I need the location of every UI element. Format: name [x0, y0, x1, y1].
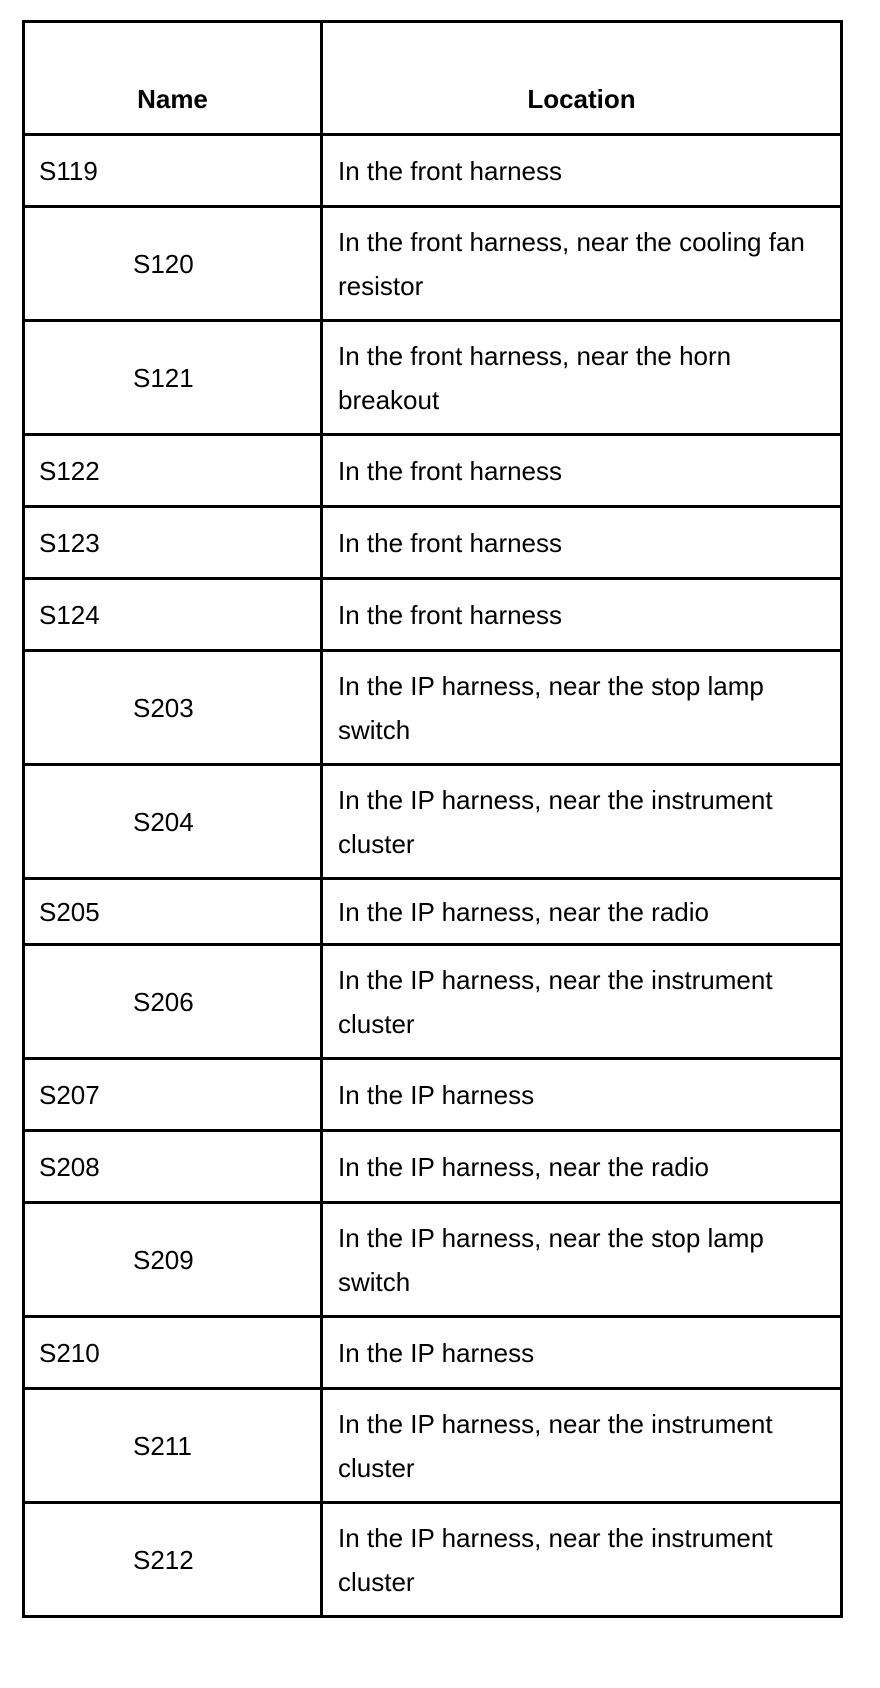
column-header-location: Location [322, 22, 842, 135]
splice-name: S203 [24, 651, 322, 765]
splice-name: S211 [24, 1389, 322, 1503]
splice-name: S212 [24, 1503, 322, 1617]
splice-name: S207 [24, 1059, 322, 1131]
splice-location: In the IP harness [322, 1059, 842, 1131]
splice-location: In the IP harness [322, 1317, 842, 1389]
splice-name: S205 [24, 879, 322, 945]
table-row [24, 1317, 842, 1389]
table-header-row [24, 22, 842, 135]
table-row [24, 435, 842, 507]
splice-name: S209 [24, 1203, 322, 1317]
splice-location-table [22, 20, 843, 1618]
table-row [24, 1203, 842, 1317]
splice-name: S204 [24, 765, 322, 879]
splice-location: In the IP harness, near the stop lamp switch [322, 651, 842, 765]
splice-location: In the IP harness, near the stop lamp switch [322, 1203, 842, 1317]
splice-location: In the IP harness, near the instrument cluster [322, 1389, 842, 1503]
table-row [24, 507, 842, 579]
splice-location: In the front harness [322, 579, 842, 651]
table-row [24, 1389, 842, 1503]
splice-location: In the IP harness, near the instrument cluster [322, 945, 842, 1059]
splice-name: S123 [24, 507, 322, 579]
splice-location: In the IP harness, near the radio [322, 879, 842, 945]
splice-location: In the front harness, near the cooling fan resistor [322, 207, 842, 321]
splice-name: S119 [24, 135, 322, 207]
splice-name: S206 [24, 945, 322, 1059]
table-row [24, 207, 842, 321]
table-row [24, 1131, 842, 1203]
table-row [24, 651, 842, 765]
table-row [24, 1059, 842, 1131]
splice-location: In the front harness [322, 135, 842, 207]
splice-name: S210 [24, 1317, 322, 1389]
splice-name: S120 [24, 207, 322, 321]
splice-location: In the front harness [322, 507, 842, 579]
splice-location: In the IP harness, near the instrument cluster [322, 1503, 842, 1617]
table-row [24, 765, 842, 879]
splice-name: S124 [24, 579, 322, 651]
splice-location: In the front harness [322, 435, 842, 507]
table-row [24, 579, 842, 651]
table-row [24, 321, 842, 435]
table-row [24, 945, 842, 1059]
column-header-name: Name [24, 22, 322, 135]
splice-name: S121 [24, 321, 322, 435]
splice-location: In the front harness, near the horn breakout [322, 321, 842, 435]
splice-location: In the IP harness, near the radio [322, 1131, 842, 1203]
table-row [24, 1503, 842, 1617]
splice-name: S208 [24, 1131, 322, 1203]
splice-location: In the IP harness, near the instrument cluster [322, 765, 842, 879]
table-row [24, 135, 842, 207]
splice-name: S122 [24, 435, 322, 507]
table-row [24, 879, 842, 945]
